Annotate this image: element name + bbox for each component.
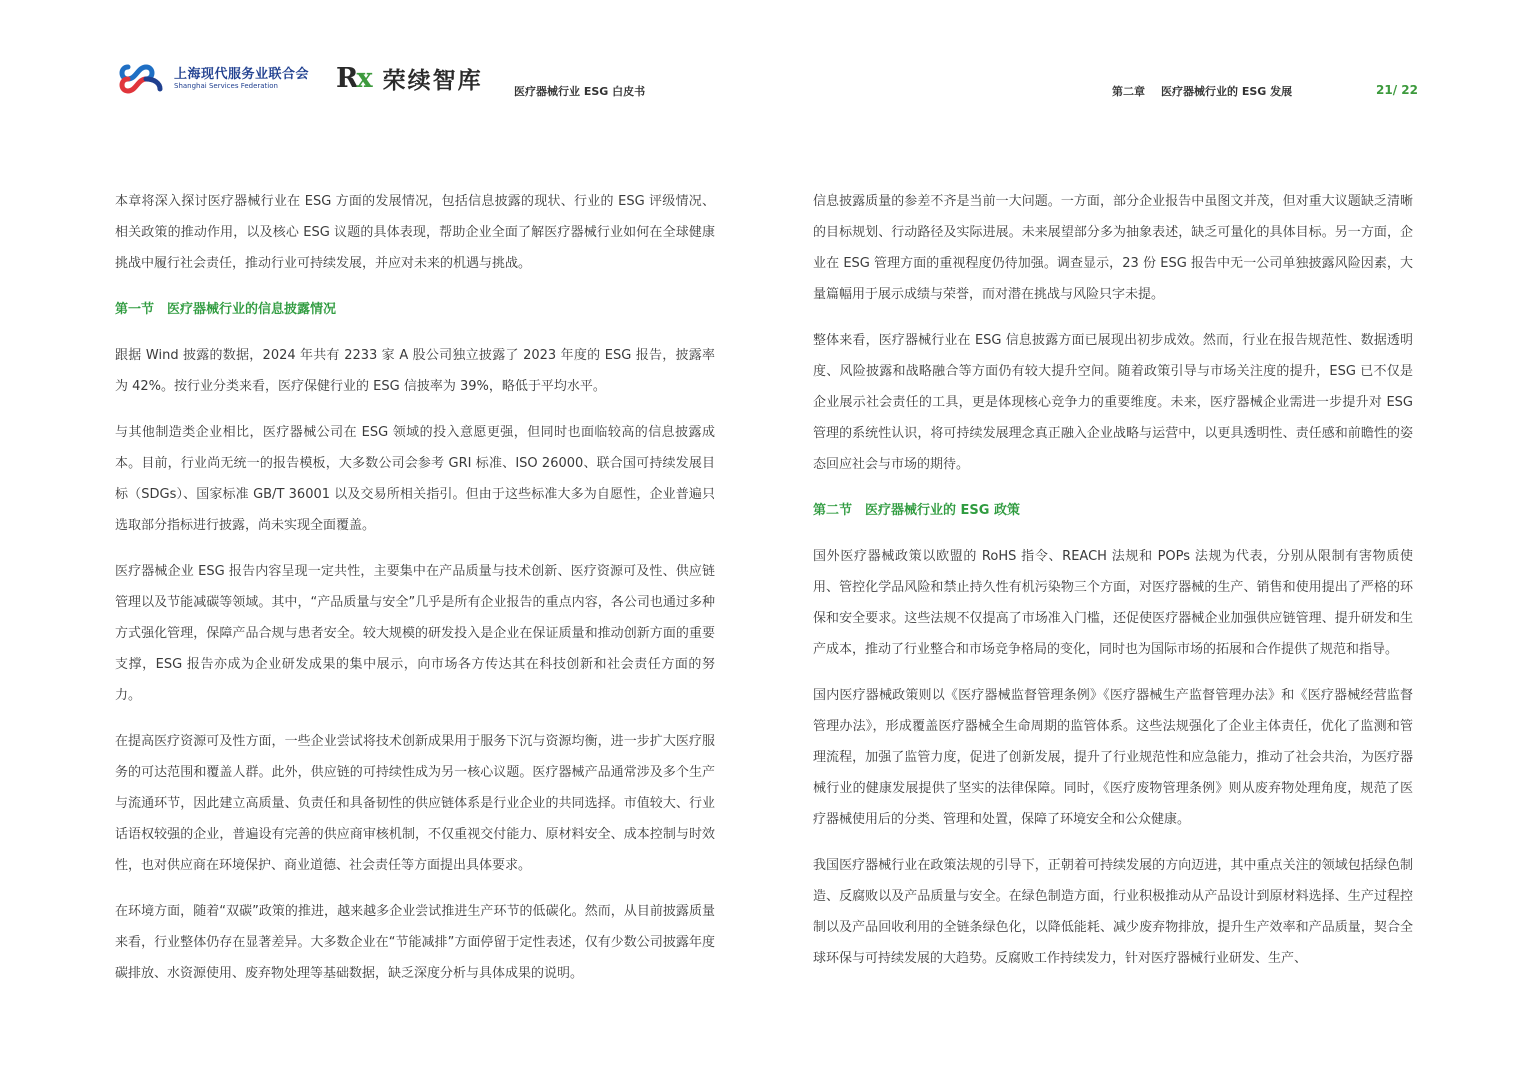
paragraph: 在环境方面，随着“双碳”政策的推进，越来越多企业尝试推进生产环节的低碳化。然而，从目前披露质量来看，行业整体仍存在显著差异。大多数企业在“节能减排”方面停留于定性表述，仅有少数公司披露年度碳排放、水资源使用、废弃物处理等基础数据，缺乏深度分析与具体成果的说明。 [115,904,715,981]
section-heading-2: 第二节 医疗器械行业的 ESG 政策 [813,503,1020,518]
federation-name-en: Shanghai Services Federation [174,82,278,90]
federation-name-cn: 上海现代服务业联合会 [174,67,310,82]
document-title: 医疗器械行业 ESG 白皮书 [514,85,646,98]
paragraph: 在提高医疗资源可及性方面，一些企业尝试将技术创新成果用于服务下沉与资源均衡，进一步扩大医疗服务的可达范围和覆盖人群。此外，供应链的可持续性成为另一核心议题。医疗器械产品通常涉及多个生产与流通环节，因此建立高质量、负责任和具备韧性的供应链体系是行业企业的共同选择。市值较大、行业话语权较强的企业，普遍设有完善的供应商审核机制，不仅重视交付能力、原材料安全、成本控制与时效性，也对供应商在环境保护、商业道德、社会责任等方面提出具体要求。 [115,734,715,873]
paragraph: 与其他制造类企业相比，医疗器械公司在 ESG 领域的投入意愿更强，但同时也面临较高的信息披露成本。目前，行业尚无统一的报告模板，大多数公司会参考 GRI 标准、ISO 26000、联合国可持续发展目标（SDGs）、国家标准 GB/T 36001 以及交易所相关指引。但由于这些标准大多为自愿性，企业普遍只选取部分指标进行披露，尚未实现全面覆盖。 [115,425,715,533]
paragraph: 本章将深入探讨医疗器械行业在 ESG 方面的发展情况，包括信息披露的现状、行业的 ESG 评级情况、相关政策的推动作用，以及核心 ESG 议题的具体表现，帮助企业全面了解医疗器械行业如何在全球健康挑战中履行社会责任，推动行业可持续发展，并应对未来的机遇与挑战。 [115,194,715,271]
paragraph: 国外医疗器械政策以欧盟的 RoHS 指令、REACH 法规和 POPs 法规为代表，分别从限制有害物质使用、管控化学品风险和禁止持久性有机污染物三个方面，对医疗器械的生产、销售和使用提出了严格的环保和安全要求。这些法规不仅提高了市场准入门槛，还促使医疗器械企业加强供应链管理、提升研发和生产成本，推动了行业整合和市场竞争格局的变化，同时也为国际市场的拓展和合作提供了规范和指导。 [813,549,1413,657]
brand-logo [336,60,483,96]
section-heading-1: 第一节 医疗器械行业的信息披露情况 [115,302,337,317]
chapter-label: 第二章 [1112,85,1145,98]
rx-logo-icon: Rx [336,62,371,94]
paragraph: 国内医疗器械政策则以《医疗器械监督管理条例》《医疗器械生产监督管理办法》和《医疗器械经营监督管理办法》，形成覆盖医疗器械全生命周期的监管体系。这些法规强化了企业主体责任，优化了监测和管理流程，加强了监管力度，促进了创新发展，提升了行业规范性和应急能力，推动了社会共治，为医疗器械行业的健康发展提供了坚实的法律保障。同时，《医疗废物管理条例》则从废弃物处理角度，规范了医疗器械使用后的分类、管理和处置，保障了环境安全和公众健康。 [813,688,1413,827]
brand-name: 荣续智库 [382,67,483,94]
left-column [115,186,715,1004]
chapter-heading [1112,83,1292,99]
right-column [813,186,1413,989]
page-number: 21/ 22 [1376,83,1418,97]
paragraph: 跟据 Wind 披露的数据，2024 年共有 2233 家 A 股公司独立披露了 2023 年度的 ESG 报告，披露率为 42%。按行业分类来看，医疗保健行业的 ESG 信披率为 39%，略低于平均水平。 [115,348,715,394]
federation-logo-icon [118,61,166,97]
paragraph: 医疗器械企业 ESG 报告内容呈现一定共性，主要集中在产品质量与技术创新、医疗资源可及性、供应链管理以及节能减碳等领域。其中，“产品质量与安全”几乎是所有企业报告的重点内容，各公司也通过多种方式强化管理，保障产品合规与患者安全。较大规模的研发投入是企业在保证质量和推动创新方面的重要支撑，ESG 报告亦成为企业研发成果的集中展示，向市场各方传达其在科技创新和社会责任方面的努力。 [115,564,715,703]
page-header [0,0,1527,120]
chapter-title: 医疗器械行业的 ESG 发展 [1161,85,1293,98]
paragraph: 整体来看，医疗器械行业在 ESG 信息披露方面已展现出初步成效。然而，行业在报告规范性、数据透明度、风险披露和战略融合等方面仍有较大提升空间。随着政策引导与市场关注度的提升，ESG 已不仅是企业展示社会责任的工具，更是体现核心竞争力的重要维度。未来，医疗器械企业需进一步提升对 ESG 管理的系统性认识，将可持续发展理念真正融入企业战略与运营中，以更具透明性、责任感和前瞻性的姿态回应社会与市场的期待。 [813,333,1413,472]
federation-logo [118,60,309,98]
paragraph: 信息披露质量的参差不齐是当前一大问题。一方面，部分企业报告中虽图文并茂，但对重大议题缺乏清晰的目标规划、行动路径及实际进展。未来展望部分多为抽象表述，缺乏可量化的具体目标。另一方面，企业在 ESG 管理方面的重视程度仍待加强。调查显示，23 份 ESG 报告中无一公司单独披露风险因素，大量篇幅用于展示成绩与荣誉，而对潜在挑战与风险只字未提。 [813,194,1413,302]
paragraph: 我国医疗器械行业在政策法规的引导下，正朝着可持续发展的方向迈进，其中重点关注的领域包括绿色制造、反腐败以及产品质量与安全。在绿色制造方面，行业积极推动从产品设计到原材料选择、生产过程控制以及产品回收利用的全链条绿色化，以降低能耗、减少废弃物排放，提升生产效率和产品质量，契合全球环保与可持续发展的大趋势。反腐败工作持续发力，针对医疗器械行业研发、生产、 [813,858,1413,966]
